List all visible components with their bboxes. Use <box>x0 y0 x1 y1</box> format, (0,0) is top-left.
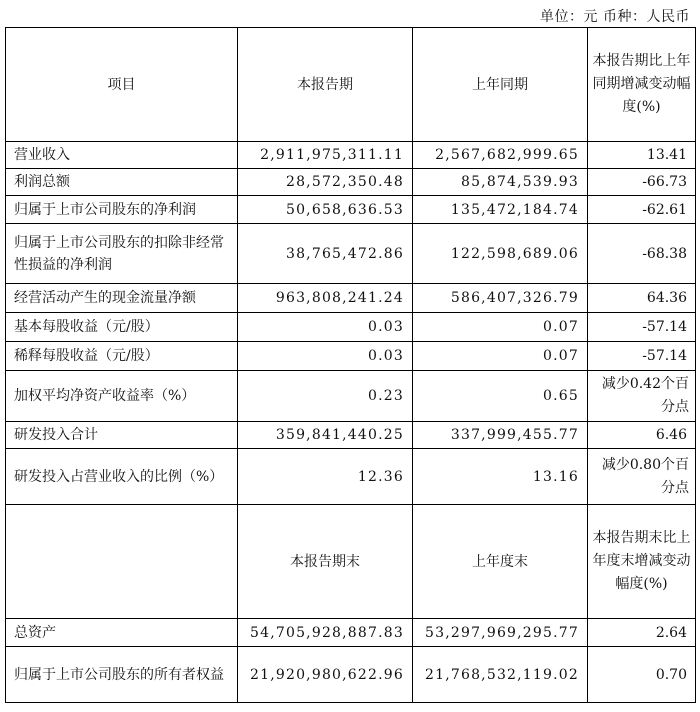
table-row <box>6 142 696 169</box>
current-value: 12.36 <box>238 449 413 505</box>
header-period-end: 本报告期末 <box>238 505 413 619</box>
current-value: 0.03 <box>238 342 413 371</box>
table-subheader-row <box>6 505 696 619</box>
unit-currency-note: 单位：元 币种：人民币 <box>540 9 690 25</box>
current-value: 50,658,636.53 <box>238 196 413 224</box>
row-label: 利润总额 <box>6 169 238 196</box>
change-value: -57.14 <box>588 342 696 371</box>
row-label: 研发投入合计 <box>6 422 238 449</box>
row-label: 总资产 <box>6 619 238 647</box>
row-label: 稀释每股收益（元/股） <box>6 342 238 371</box>
change-value: 6.46 <box>588 422 696 449</box>
current-value: 0.03 <box>238 313 413 342</box>
prior-value: 85,874,539.93 <box>413 169 588 196</box>
prior-value: 0.07 <box>413 313 588 342</box>
table-row <box>6 371 696 422</box>
change-value: -66.73 <box>588 169 696 196</box>
row-label: 归属于上市公司股东的净利润 <box>6 196 238 224</box>
change-value: -57.14 <box>588 313 696 342</box>
current-value: 38,765,472.86 <box>238 224 413 284</box>
header-prior-year-end: 上年度末 <box>413 505 588 619</box>
table-row <box>6 449 696 505</box>
header-prior-period: 上年同期 <box>413 28 588 142</box>
header-change-pct: 本报告期比上年同期增减变动幅度(%) <box>588 28 696 142</box>
row-label: 加权平均净资产收益率（%） <box>6 371 238 422</box>
current-value: 21,920,980,622.96 <box>238 647 413 703</box>
change-value: 13.41 <box>588 142 696 169</box>
table-row <box>6 422 696 449</box>
prior-value: 21,768,532,119.02 <box>413 647 588 703</box>
prior-value: 0.07 <box>413 342 588 371</box>
table-row <box>6 169 696 196</box>
header-current-period: 本报告期 <box>238 28 413 142</box>
current-value: 54,705,928,887.83 <box>238 619 413 647</box>
change-value: 64.36 <box>588 284 696 313</box>
current-value: 359,841,440.25 <box>238 422 413 449</box>
table-row <box>6 196 696 224</box>
prior-value: 135,472,184.74 <box>413 196 588 224</box>
row-label: 营业收入 <box>6 142 238 169</box>
row-label: 归属于上市公司股东的扣除非经常性损益的净利润 <box>6 224 238 284</box>
financial-data-table <box>5 27 696 703</box>
prior-value: 337,999,455.77 <box>413 422 588 449</box>
prior-value: 0.65 <box>413 371 588 422</box>
change-value: 2.64 <box>588 619 696 647</box>
table-header-row <box>6 28 696 142</box>
table-row <box>6 619 696 647</box>
table-row <box>6 224 696 284</box>
prior-value: 13.16 <box>413 449 588 505</box>
row-label: 研发投入占营业收入的比例（%） <box>6 449 238 505</box>
row-label: 基本每股收益（元/股） <box>6 313 238 342</box>
change-value: -68.38 <box>588 224 696 284</box>
change-value: 减少0.80个百分点 <box>588 449 696 505</box>
table-row <box>6 647 696 703</box>
table-row <box>6 342 696 371</box>
table-row <box>6 313 696 342</box>
prior-value: 53,297,969,295.77 <box>413 619 588 647</box>
prior-value: 2,567,682,999.65 <box>413 142 588 169</box>
prior-value: 122,598,689.06 <box>413 224 588 284</box>
row-label: 经营活动产生的现金流量净额 <box>6 284 238 313</box>
prior-value: 586,407,326.79 <box>413 284 588 313</box>
change-value: -62.61 <box>588 196 696 224</box>
current-value: 28,572,350.48 <box>238 169 413 196</box>
row-label: 归属于上市公司股东的所有者权益 <box>6 647 238 703</box>
table-row <box>6 284 696 313</box>
current-value: 963,808,241.24 <box>238 284 413 313</box>
current-value: 2,911,975,311.11 <box>238 142 413 169</box>
current-value: 0.23 <box>238 371 413 422</box>
change-value: 减少0.42个百分点 <box>588 371 696 422</box>
header-item: 项目 <box>6 28 238 142</box>
subheader-item <box>6 505 238 619</box>
header-change-pct-end: 本报告期末比上年度末增减变动幅度(%) <box>588 505 696 619</box>
change-value: 0.70 <box>588 647 696 703</box>
